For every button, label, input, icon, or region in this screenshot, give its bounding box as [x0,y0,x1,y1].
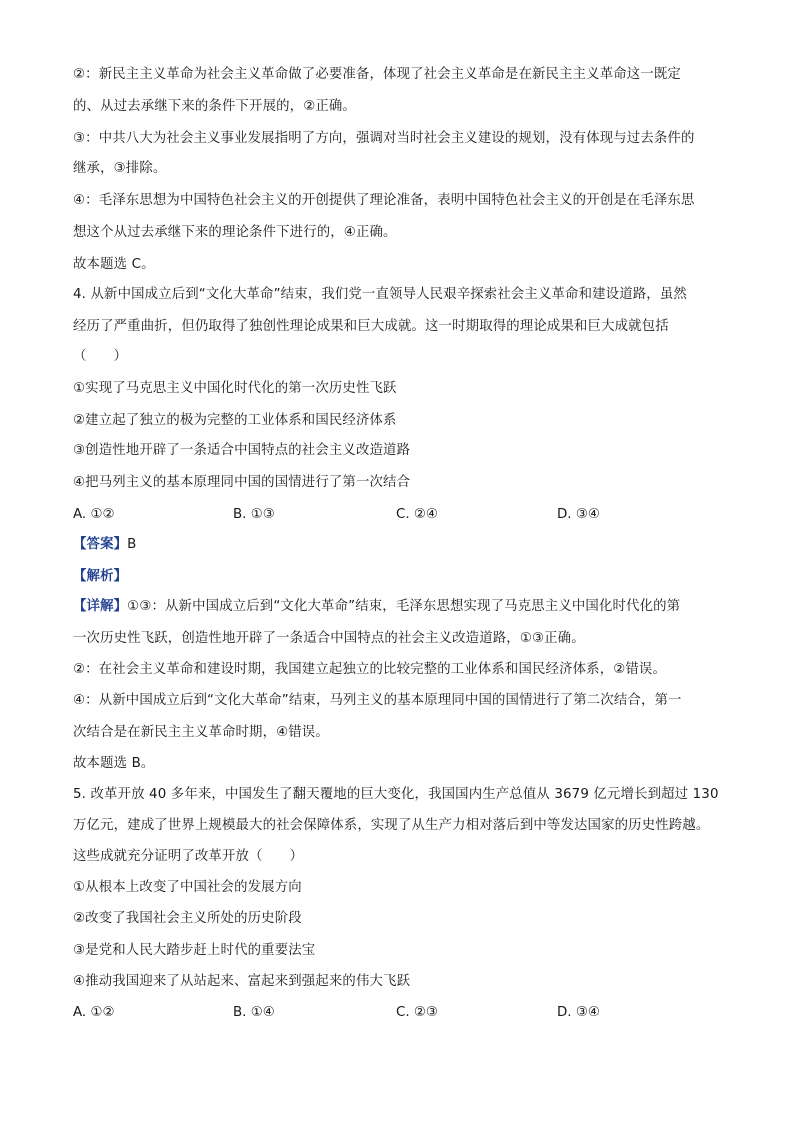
detail-tag: 【详解】 [73,599,128,614]
q5-stem-line: 万亿元，建成了世界上规模最大的社会保障体系，实现了从生产力相对落后到中等发达国家的历史性跨越。 [73,818,710,833]
q4-detail-line: ②：在社会主义革命和建设时期，我国建立起独立的比较完整的工业体系和国民经济体系，②错误。 [73,662,667,677]
q4-detail-line [73,598,680,616]
q4-statement: ②建立起了独立的极为完整的工业体系和国民经济体系 [73,413,397,428]
detail-text: ①③：从新中国成立后到“文化大革命”结束，毛泽东思想实现了马克思主义中国化时代化的第 [127,599,681,614]
q3-analysis-line: ③：中共八大为社会主义事业发展指明了方向，强调对当时社会主义建设的规划，没有体现与过去条件的 [73,131,695,146]
q4-stem-line: （ ） [73,349,128,364]
q3-analysis-line: ②：新民主主义革命为社会主义革命做了必要准备，体现了社会主义革命是在新民主主义革命这一既定 [73,67,681,82]
q3-analysis-line: 的、从过去承继下来的条件下开展的，②正确。 [73,99,356,114]
q4-statement: ①实现了马克思主义中国化时代化的第一次历史性飞跃 [73,381,397,396]
q4-option-d: D. ③④ [557,507,600,522]
q5-option-d: D. ③④ [557,1005,600,1020]
answer-value: B [127,537,137,552]
q5-statement: ④推动我国迎来了从站起来、富起来到强起来的伟大飞跃 [73,974,411,989]
q5-statement: ②改变了我国社会主义所处的历史阶段 [73,911,302,926]
q4-option-b: B. ①③ [233,507,275,522]
q5-stem-line: 5. 改革开放 40 多年来，中国发生了翻天覆地的巨大变化，我国国内生产总值从 3679 亿元增长到超过 130 [73,787,719,802]
q5-statement: ③是党和人民大踏步赶上时代的重要法宝 [73,943,316,958]
q4-stem-line: 经历了严重曲折，但仍取得了独创性理论成果和巨大成就。这一时期取得的理论成果和巨大成就包括 [73,319,669,334]
q5-option-c: C. ②③ [396,1005,438,1020]
q4-option-c: C. ②④ [396,507,438,522]
q3-analysis-line: ④：毛泽东思想为中国特色社会主义的开创提供了理论准备，表明中国特色社会主义的开创是在毛泽东思 [73,193,695,208]
answer-tag: 【答案】 [73,537,128,552]
q4-statement: ④把马列主义的基本原理同中国的国情进行了第一次结合 [73,475,411,490]
q5-statement: ①从根本上改变了中国社会的发展方向 [73,880,302,895]
q5-stem-line: 这些成就充分证明了改革开放（ ） [73,849,304,864]
q3-analysis-line: 继承，③排除。 [73,161,167,176]
q4-stem-line: 4. 从新中国成立后到“文化大革命”结束，我们党一直领导人民艰辛探索社会主义革命和建设道路，虽然 [73,287,687,302]
q4-statement: ③创造性地开辟了一条适合中国特点的社会主义改造道路 [73,443,411,458]
q4-detail-line: ④：从新中国成立后到“文化大革命”结束，马列主义的基本原理同中国的国情进行了第二次结合，第一 [73,693,682,708]
q3-conclusion: 故本题选 C。 [73,257,155,272]
q4-detail-line: 次结合是在新民主主义革命时期，④错误。 [73,725,329,740]
q5-option-b: B. ①④ [233,1005,275,1020]
q4-detail-line: 一次历史性飞跃，创造性地开辟了一条适合中国特点的社会主义改造道路，①③正确。 [73,631,585,646]
analysis-tag: 【解析】 [73,569,128,584]
q5-option-a: A. ①② [73,1005,115,1020]
q4-analysis-heading [73,568,127,586]
q4-answer-line [73,536,137,554]
q4-option-a: A. ①② [73,507,115,522]
q4-conclusion: 故本题选 B。 [73,756,155,771]
q3-analysis-line: 想这个从过去承继下来的理论条件下进行的，④正确。 [73,225,397,240]
